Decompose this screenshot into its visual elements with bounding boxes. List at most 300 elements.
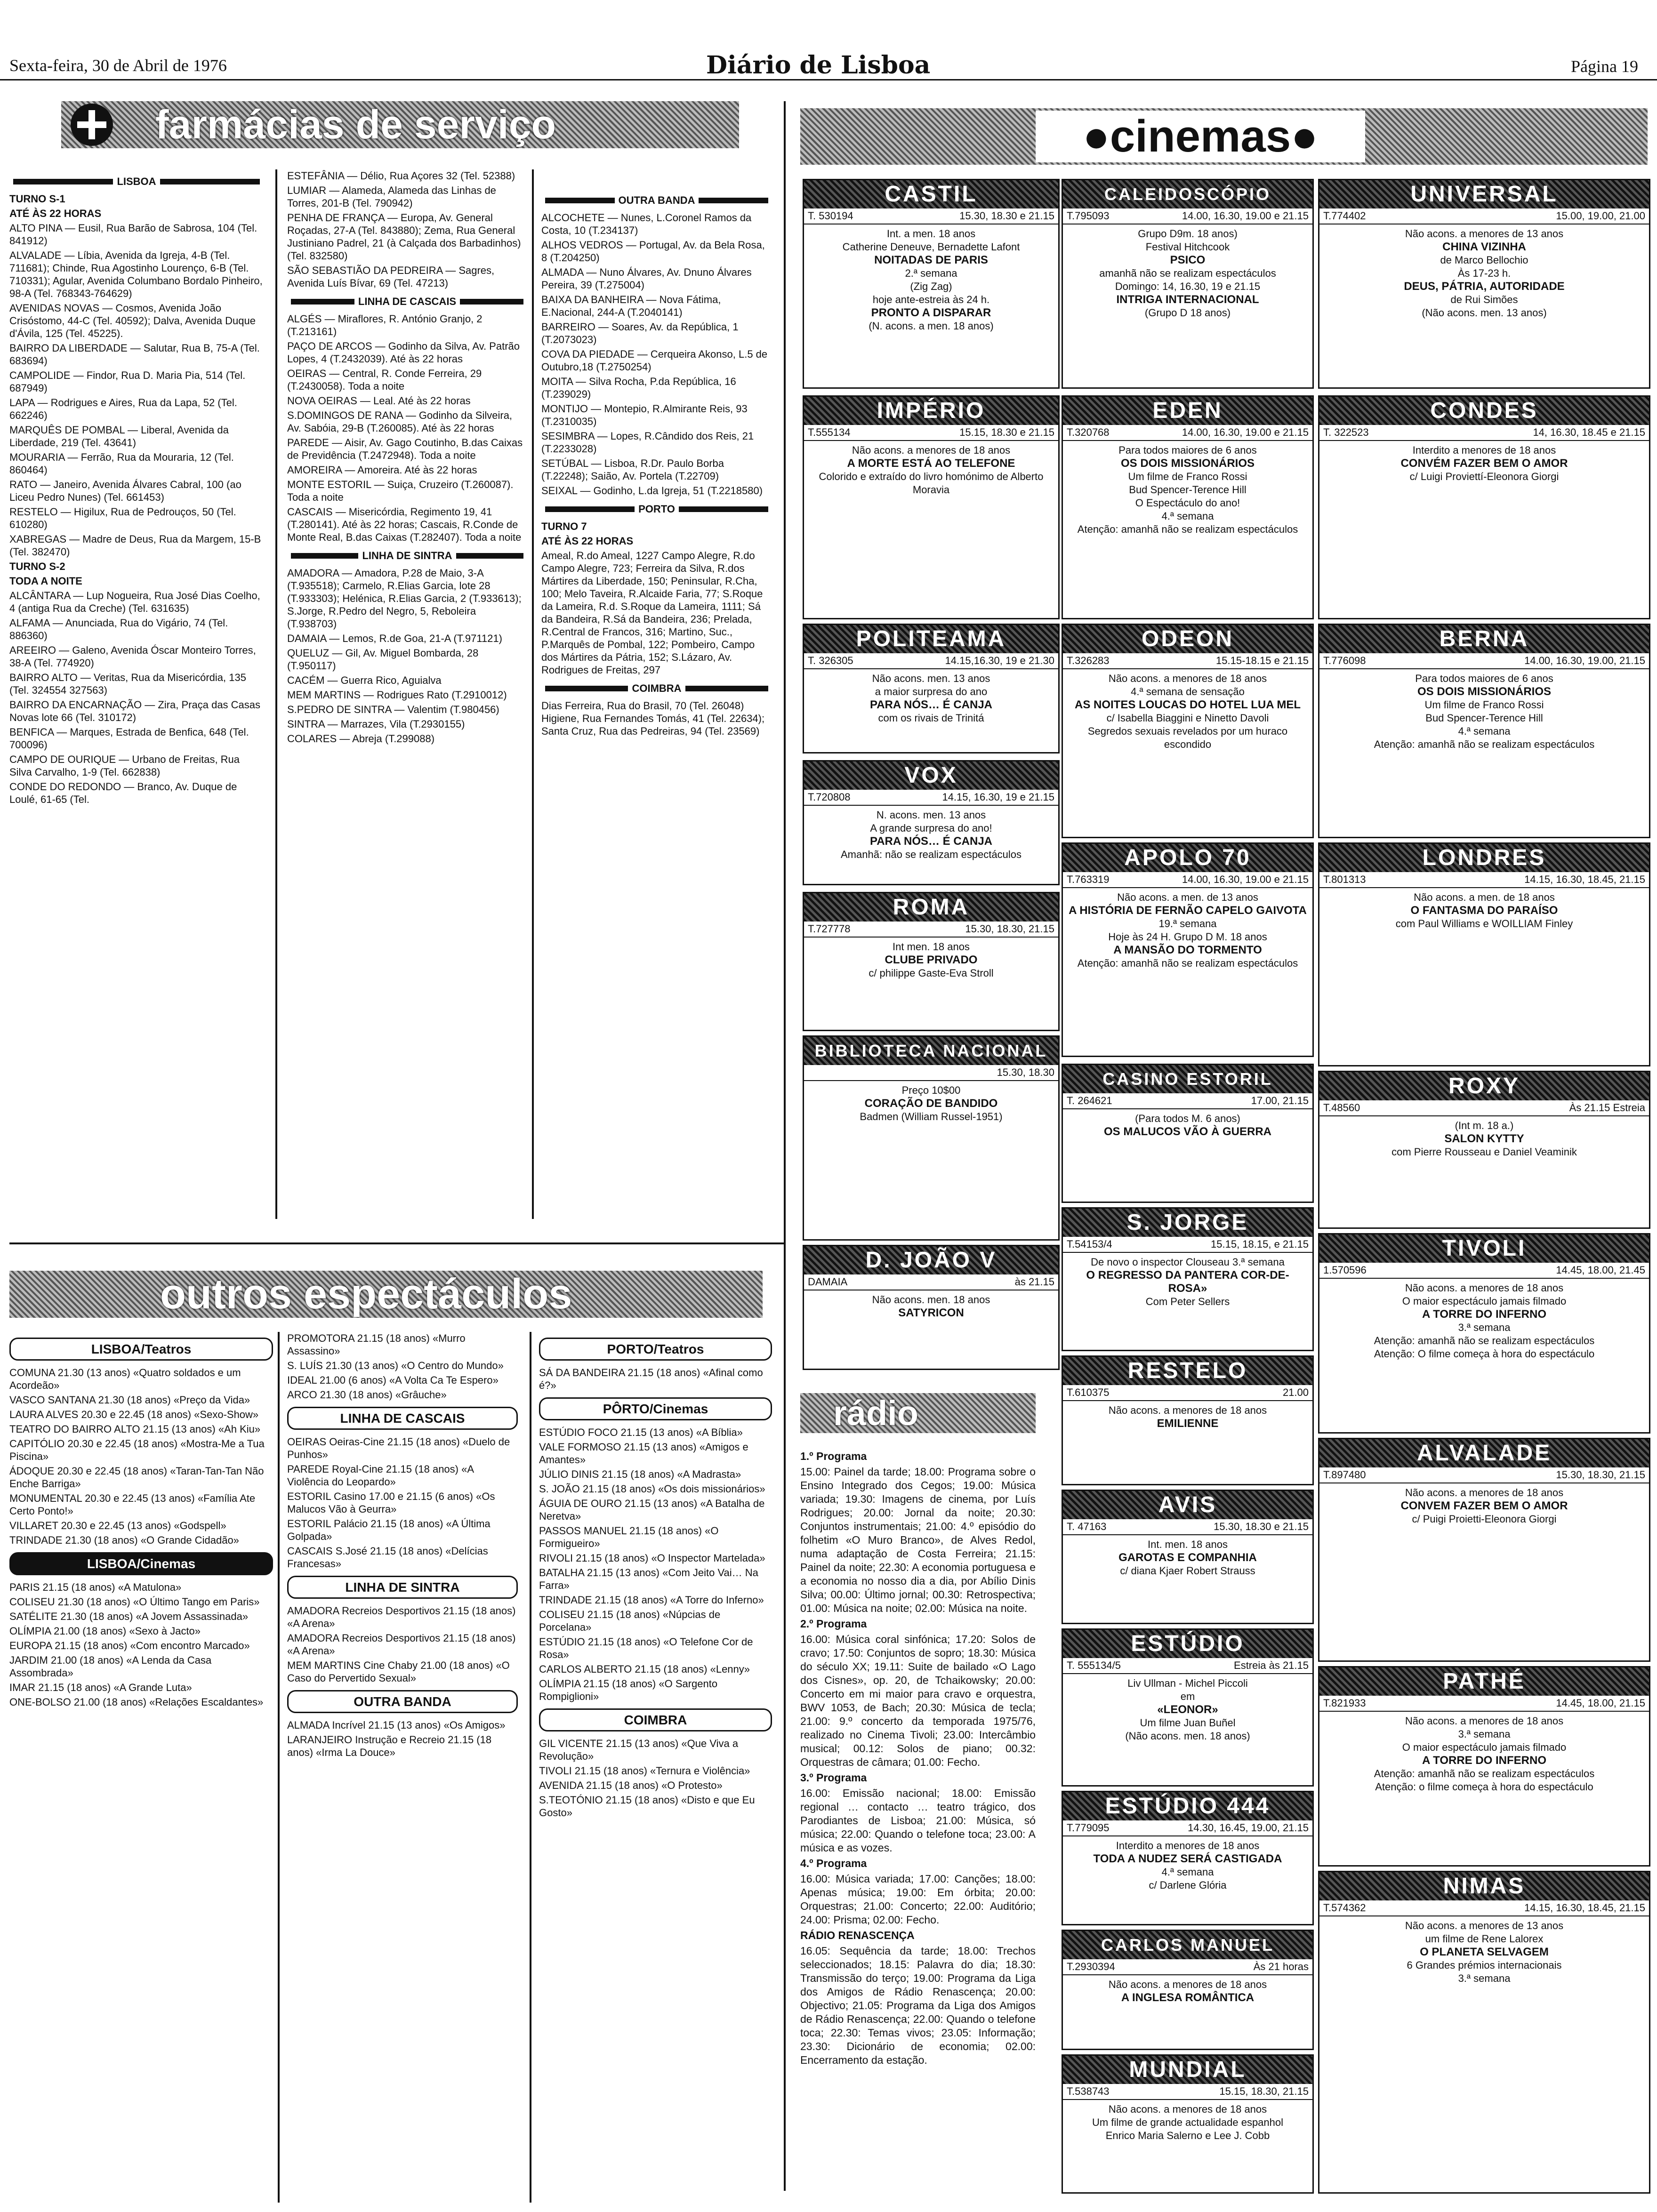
pharmacy-entry: BAIRRO DA ENCARNAÇÃO — Zira, Praça das Casas Novas lote 66 (Tel. 310172) — [9, 699, 261, 723]
pharmacy-entry: AMOREIRA — Amoreira. Até às 22 horas — [287, 464, 477, 476]
pharmacy-entry: MEM MARTINS — Rodrigues Rato (T.2910012) — [287, 689, 507, 701]
cinema-info-line — [1319, 653, 1649, 669]
film-title: GAROTAS E COMPANHIA — [1118, 1551, 1257, 1564]
pharmacy-entry: CACÉM — Guerra Rico, Aguialva — [287, 674, 442, 686]
film-title: A HISTÓRIA DE FERNÃO CAPELO GAIVOTA — [1069, 904, 1307, 917]
cinema-note: Atenção: o filme começa à hora do espectáculo — [1375, 1781, 1593, 1793]
cinema-program — [1063, 1109, 1312, 1141]
show-entry: ARCO 21.30 (18 anos) «Grâuche» — [287, 1389, 447, 1401]
cinema-showtimes: 14.45, 18.00, 21.15 — [1556, 1697, 1645, 1709]
cinema-name: ALVALADE — [1319, 1439, 1649, 1467]
show-entry: ESTÚDIO 21.15 (18 anos) «O Telefone Cor de Rosa» — [539, 1636, 753, 1660]
cinema-note: Catherine Deneuve, Bernadette Lafont — [842, 241, 1020, 253]
cinema-showtimes: 15.00, 19.00, 21.00 — [1556, 210, 1645, 222]
masthead-rule — [0, 79, 1657, 80]
pharmacy-entry: SÃO SEBASTIÃO DA PEDREIRA — Sagres, Avenida Luís Bívar, 69 (Tel. 47213) — [287, 264, 495, 289]
pharmacy-entry: AVENIDAS NOVAS — Cosmos, Avenida João Crisóstomo, 44-C (Tel. 40592); Dalva, Avenida Duque d'Ávila, 125 (Tel. 45225). — [9, 302, 256, 339]
cinema-info-line — [1319, 1900, 1649, 1916]
pharmacy-cross-icon — [71, 104, 113, 146]
cinema-phone: T.774402 — [1323, 210, 1366, 222]
pharmacy-entry: BAIXA DA BANHEIRA — Nova Fátima, E.Nacional, 244-A (T.2040141) — [541, 294, 721, 318]
show-entry: PAREDE Royal-Cine 21.15 (18 anos) «A Violência do Leopardo» — [287, 1463, 474, 1488]
cinema-program — [1319, 1483, 1649, 1529]
cinema-note: Não acons. a menores de 13 anos — [1405, 228, 1564, 240]
masthead — [0, 41, 1657, 84]
cinema-phone: T.320768 — [1067, 426, 1110, 438]
cinema-note: Interdito a menores de 18 anos — [1116, 1840, 1260, 1851]
pharmacy-entry: DAMAIA — Lemos, R.de Goa, 21-A (T.971121) — [287, 633, 502, 644]
cinema-note: de Rui Simões — [1450, 294, 1518, 305]
cinema-info-line — [804, 790, 1058, 806]
pharmacy-entry: SINTRA — Marrazes, Vila (T.2930155) — [287, 718, 465, 730]
cinema-program — [1319, 1712, 1649, 1796]
show-entry: IDEAL 21.00 (6 anos) «A Volta Ca Te Espero» — [287, 1374, 499, 1386]
show-entry: ESTORIL Palácio 21.15 (18 anos) «A Última Golpada» — [287, 1518, 491, 1542]
show-entry: VALE FORMOSO 21.15 (13 anos) «Amigos e Amantes» — [539, 1441, 748, 1466]
radio-title: rádio — [833, 1394, 918, 1433]
cinema-program — [1319, 669, 1649, 754]
cinema-note: N. acons. men. 13 anos — [876, 809, 986, 821]
pharmacy-section-header — [287, 549, 527, 562]
cinema-phone: DAMAIA — [808, 1276, 848, 1288]
cinema-note: O maior espectáculo jamais filmado — [1402, 1295, 1567, 1307]
cinemas-title-box — [1036, 111, 1365, 162]
cinema-phone: T.821933 — [1323, 1697, 1366, 1709]
cinema-listing — [1062, 842, 1314, 1057]
cinema-phone: T.574362 — [1323, 1902, 1366, 1914]
cinema-listing — [1318, 1071, 1650, 1229]
cinema-info-line — [1063, 872, 1312, 888]
film-title: PARA NÓS… É CANJA — [869, 835, 993, 848]
section-bar — [545, 198, 615, 203]
cinema-note: 6 Grandes prémios internacionais — [1407, 1959, 1562, 1971]
film-title: O FANTASMA DO PARAÍSO — [1410, 904, 1558, 917]
pharmacy-entry: MOURARIA — Ferrão, Rua da Mouraria, 12 (Tel. 860464) — [9, 451, 234, 476]
cinema-note: Badmen (William Russel-1951) — [860, 1111, 1003, 1122]
cinema-info-line — [804, 1065, 1058, 1081]
radio-program-text: 16.00: Música coral sinfónica; 17.20: Solos de cravo; 17.50: Conjuntos de sopro; 18.30: Música do século XX; 19.11: Suite de bailado «O Lago dos Cisnes», op. 20, de Tchaikowsky; 20.00: Concerto em mi maior para cravo e orquestra, BWV 1053, de Bach; 20.30: Música de tecla; 21.00: 9.º concerto da temporada 1975/76, realizado no Cinema Tivoli; 23.00: Intercâmbio musical; 00.12: Solos de piano; 00.32: Orquestras de câmara; 01.00: Fecho. — [800, 1633, 1036, 1768]
radio-program-heading: 1.º Programa — [800, 1450, 867, 1462]
pharmacy-entry: LUMIAR — Alameda, Alameda das Linhas de Torres, 201-B (Tel. 790942) — [287, 184, 496, 209]
film-title: OS MALUCOS VÃO À GUERRA — [1103, 1125, 1271, 1138]
pharmacy-entry: TURNO S-2 — [9, 561, 65, 572]
cinema-note: Interdito a menores de 18 anos — [1412, 444, 1556, 456]
pharmacy-entry: SETÚBAL — Lisboa, R.Dr. Paulo Borba (T.22248); Saião, Av. Portela (T.22709) — [541, 457, 724, 482]
section-bar — [685, 686, 768, 691]
cinema-program — [1063, 1836, 1312, 1895]
cinema-program — [1063, 1975, 1312, 2007]
section-bar — [456, 553, 523, 559]
pharmacy-entry: SESIMBRA — Lopes, R.Cândido dos Reis, 21 (T.2233028) — [541, 430, 754, 455]
show-entry: LARANJEIRO Instrução e Recreio 21.15 (18 anos) «Irma La Douce» — [287, 1734, 492, 1758]
cinema-showtimes: 21.00 — [1282, 1387, 1309, 1398]
show-entry: SÁ DA BANDEIRA 21.15 (18 anos) «Afinal como é?» — [539, 1367, 763, 1391]
cinema-note: Não acons. a menores de 13 anos — [1405, 1920, 1564, 1931]
cinema-info-line — [1063, 1093, 1312, 1109]
cinema-listing — [1062, 1355, 1314, 1485]
pharmacy-entry: OEIRAS — Central, R. Conde Ferreira, 29 (T.2430058). Toda a noite — [287, 368, 482, 392]
cinema-listing — [1318, 842, 1650, 1066]
pharmacy-entry: ALCOCHETE — Nunes, L.Coronel Ramos da Costa, 10 (T.234137) — [541, 212, 752, 236]
film-title: AS NOITES LOUCAS DO HOTEL LUA MEL — [1074, 698, 1301, 711]
show-entry: VASCO SANTANA 21.30 (18 anos) «Preço da Vida» — [9, 1394, 250, 1406]
pharmacy-entry: PENHA DE FRANÇA — Europa, Av. General Roçadas, 27-A (Tel. 843880); Zema, Rua General Justiniano Padrel, 21 (à Calçada dos Barbadinhos) (Tel. 832580) — [287, 212, 521, 262]
cinema-info-line — [804, 208, 1058, 224]
show-entry: ESTÚDIO FOCO 21.15 (13 anos) «A Bíblia» — [539, 1427, 743, 1438]
cinema-listing — [1062, 1207, 1314, 1351]
cinema-note: Enrico Maria Salerno e Lee J. Cobb — [1105, 2130, 1270, 2141]
cinema-phone: T.897480 — [1323, 1469, 1366, 1481]
section-label: LINHA DE CASCAIS — [358, 296, 457, 307]
cinema-phone: T.48560 — [1323, 1102, 1360, 1114]
cinema-note: Não acons. men. 18 anos — [872, 1294, 990, 1306]
pharmacy-entry: NOVA OEIRAS — Leal. Até às 22 horas — [287, 395, 471, 407]
pharmacy-entry: XABREGAS — Madre de Deus, Rua da Margem, 15-B (Tel. 382470) — [9, 533, 261, 558]
show-entry: CAPITÓLIO 20.30 e 22.45 (18 anos) «Mostra-Me a Tua Piscina» — [9, 1438, 265, 1462]
show-entry: TRINDADE 21.30 (18 anos) «O Grande Cidadão» — [9, 1534, 239, 1546]
cinema-listing — [1062, 179, 1314, 389]
cinema-info-line — [804, 1274, 1058, 1290]
show-entry: TEATRO DO BAIRRO ALTO 21.15 (13 anos) «Ah Kiu» — [9, 1423, 261, 1435]
cinema-note: (Para todos M. 6 anos) — [1135, 1113, 1240, 1124]
show-entry: TIVOLI 21.15 (18 anos) «Ternura e Violência» — [539, 1765, 750, 1777]
section-rule — [9, 1242, 784, 1244]
show-section-header: LISBOA/Cinemas — [9, 1552, 273, 1575]
pharmacy-entry: ALGÉS — Miraflores, R. António Granjo, 2 (T.213161) — [287, 313, 483, 337]
cinema-showtimes: 15.30, 18.30 e 21.15 — [1214, 1521, 1309, 1532]
cinema-note: Atenção: O filme começa à hora do espectáculo — [1374, 1348, 1595, 1360]
cinema-note: Atenção: amanhã não se realizam espectáculos — [1374, 1768, 1595, 1779]
show-section-header: LINHA DE CASCAIS — [287, 1407, 518, 1430]
radio-program-text: 16.00: Música variada; 17.00: Canções; 18.00: Apenas música; 19.00: Em órbita; 20.00: Orquestras; 21.00: Concerto; 22.00: Auditório; 24.00: Prisma; 02.00: Fecho. — [800, 1873, 1036, 1926]
pharmacy-entry: S.PEDRO DE SINTRA — Valentim (T.980456) — [287, 704, 499, 715]
pharmacy-entry: COVA DA PIEDADE — Cerqueira Akonso, L.5 de Outubro,18 (T.2750254) — [541, 348, 768, 373]
cinema-note: um filme de Rene Lalorex — [1425, 1933, 1544, 1945]
cinema-name: TIVOLI — [1319, 1234, 1649, 1263]
cinema-program — [1063, 224, 1312, 322]
section-label: PORTO — [638, 503, 675, 515]
pharmacy-entry: TODA A NOITE — [9, 575, 82, 587]
cinema-note: 3.ª semana — [1458, 1322, 1511, 1333]
cinema-program — [1063, 2100, 1312, 2145]
cinema-phone: T. 555134/5 — [1067, 1659, 1121, 1671]
cinema-note: (N. acons. a men. 18 anos) — [869, 320, 994, 332]
show-section-header: COIMBRA — [539, 1708, 772, 1731]
pharmacy-entry: ATÉ ÀS 22 HORAS — [541, 535, 634, 547]
cinema-showtimes: Às 21 horas — [1253, 1961, 1309, 1972]
cinema-note: Não acons. a men. de 13 anos — [1117, 891, 1258, 903]
pharmacy-entry: BAIRRO DA LIBERDADE — Salutar, Rua B, 75-A (Tel. 683694) — [9, 342, 260, 367]
show-section-header: OUTRA BANDA — [287, 1690, 518, 1713]
column-rule — [530, 1332, 531, 2203]
radio-program-text: 16.05: Sequência da tarde; 18.00: Trechos seleccionados; 18.15: Palavra do dia; 18.30: Transmissão do terço; 19.00: Programa da Liga dos Amigos de Rádio Renascença; 20.00: Objectivo; 21.05: Programa da Liga dos Amigos de Rádio Renascença; 22.00: Quando o telefone toca; 22.30: Temas vivos; 23.05: Informação; 23.30: Dicionário de economia; 02.00: Encerramento da estação. — [800, 1945, 1036, 2066]
cinema-program — [1319, 1916, 1649, 1988]
section-bar — [679, 506, 768, 512]
show-entry: PROMOTORA 21.15 (18 anos) «Murro Assassino» — [287, 1332, 466, 1357]
pharmacies-title: farmácias de serviço — [155, 102, 556, 147]
show-entry: ONE-BOLSO 21.00 (18 anos) «Relações Escaldantes» — [9, 1696, 264, 1708]
cinema-note: em — [1180, 1691, 1195, 1702]
cinema-note: 3.ª semana — [1458, 1728, 1511, 1740]
shows-column-1 — [9, 1332, 273, 1710]
section-bar — [291, 553, 358, 559]
pharmacy-entry: ESTEFÂNIA — Délio, Rua Açores 32 (Tel. 52388) — [287, 170, 515, 182]
cinema-note: Não acons. a menores de 18 anos — [1108, 2103, 1267, 2115]
section-bar — [291, 299, 354, 305]
cinema-name: ROXY — [1319, 1072, 1649, 1100]
film-title: CONVÉM FAZER BEM O AMOR — [1400, 457, 1568, 470]
cinema-listing — [803, 395, 1060, 619]
pharmacy-entry: MOITA — Silva Rocha, P.da República, 16 (T.239029) — [541, 376, 736, 400]
cinema-note: Bud Spencer-Terence Hill — [1425, 712, 1543, 724]
issue-date: Sexta-feira, 30 de Abril de 1976 — [9, 56, 227, 75]
radio-banner — [800, 1393, 1036, 1433]
show-entry: COLISEU 21.15 (18 anos) «Núpcias de Porcelana» — [539, 1609, 721, 1633]
film-title: A TORRE DO INFERNO — [1422, 1754, 1546, 1767]
cinema-note: com Paul Williams e WOILLIAM Finley — [1395, 918, 1573, 930]
cinema-note: Para todos maiores de 6 anos — [1118, 444, 1257, 456]
cinema-note: de Marco Bellochio — [1440, 254, 1528, 266]
cinema-info-line — [1319, 425, 1649, 441]
cinema-showtimes: 14.15, 16.30, 19 e 21.15 — [942, 791, 1054, 803]
cinema-info-line — [1319, 872, 1649, 888]
cinema-name: EDEN — [1063, 397, 1312, 425]
cinema-note: (Não acons. men. 13 anos) — [1422, 307, 1547, 319]
show-entry: ÁGUIA DE OURO 21.15 (13 anos) «A Batalha de Neretva» — [539, 1498, 765, 1522]
pharmacy-entry: MONTIJO — Montepio, R.Almirante Reis, 93 (T.2310035) — [541, 403, 748, 427]
cinema-showtimes: 14.15, 16.30, 18.45, 21.15 — [1524, 874, 1645, 885]
cinema-note: a maior surpresa do ano — [875, 686, 988, 697]
cinema-note: Um filme de Franco Rossi — [1128, 471, 1247, 482]
cinema-program — [804, 806, 1058, 864]
cinema-phone: T. 530194 — [808, 210, 853, 222]
shows-banner — [9, 1271, 763, 1318]
pharmacy-entry: ALHOS VEDROS — Portugal, Av. da Bela Rosa, 8 (T.204250) — [541, 239, 765, 264]
pharmacy-entry: PAÇO DE ARCOS — Godinho da Silva, Av. Patrão Lopes, 4 (T.2432039). Até às 22 horas — [287, 340, 520, 365]
cinema-name: BIBLIOTECA NACIONAL — [804, 1037, 1058, 1065]
cinema-note: Int. men. 18 anos — [1148, 1539, 1228, 1550]
column-rule — [532, 169, 534, 1219]
cinema-note: Int. a men. 18 anos — [886, 228, 976, 240]
pharmacy-entry: AREEIRO — Galeno, Avenida Óscar Monteiro Torres, 38-A (Tel. 774920) — [9, 644, 256, 669]
section-label: LISBOA — [117, 176, 156, 187]
cinema-phone: T.727778 — [808, 923, 851, 935]
shows-title: outros espectáculos — [160, 1271, 572, 1318]
cinema-note: Para todos maiores de 6 anos — [1415, 673, 1553, 684]
film-title: A INGLESA ROMÂNTICA — [1121, 1991, 1255, 2004]
show-entry: OEIRAS Oeiras-Cine 21.15 (18 anos) «Duelo de Punhos» — [287, 1436, 510, 1460]
cinema-showtimes: 14.00, 16.30, 19.00 e 21.15 — [1182, 210, 1309, 222]
pharmacy-entry: ALVALADE — Líbia, Avenida da Igreja, 4-B (Tel. 711681); Chinde, Rua Agostinho Lourenço, 6-B (Tel. 710331); Agular, Avenida Columbano Bordalo Pinheiro, 98-A (Tel. 768343-764629) — [9, 249, 263, 299]
film-title: NOITADAS DE PARIS — [874, 254, 988, 266]
section-bar — [699, 198, 768, 203]
cinema-phone: T. 264621 — [1067, 1095, 1112, 1106]
cinema-phone: T.326283 — [1067, 655, 1110, 666]
cinema-phone: T. 326305 — [808, 655, 853, 666]
pharmacy-entry: ATÉ ÀS 22 HORAS — [9, 208, 102, 219]
cinema-name: NIMAS — [1319, 1872, 1649, 1900]
film-title: PARA NÓS… É CANJA — [869, 698, 993, 711]
cinema-showtimes: 14.00, 16.30, 19.00, 21.15 — [1524, 655, 1645, 666]
cinema-showtimes: 14.15, 16.30, 18.45, 21.15 — [1524, 1902, 1645, 1914]
cinema-info-line — [1063, 208, 1312, 224]
cinema-name: IMPÉRIO — [804, 397, 1058, 425]
show-entry: S. JOÃO 21.15 (18 anos) «Os dois missionários» — [539, 1483, 765, 1495]
show-entry: CARLOS ALBERTO 21.15 (18 anos) «Lenny» — [539, 1663, 750, 1675]
cinema-program — [1063, 888, 1312, 973]
pharmacy-entry: COLARES — Abreja (T.299088) — [287, 733, 435, 745]
cinema-showtimes: às 21.15 — [1014, 1276, 1054, 1288]
cinema-note: O maior espectáculo jamais filmado — [1402, 1741, 1567, 1753]
show-entry: PASSOS MANUEL 21.15 (18 anos) «O Formigueiro» — [539, 1525, 719, 1549]
cinema-phone: T.763319 — [1067, 874, 1110, 885]
cinema-name: D. JOÃO V — [804, 1246, 1058, 1274]
film-title: A TORRE DO INFERNO — [1422, 1308, 1546, 1321]
cinema-name: PATHÉ — [1319, 1667, 1649, 1696]
cinema-note: com os rivais de Trinitá — [878, 712, 984, 724]
shows-column-3 — [539, 1332, 772, 1821]
pharmacy-entry: Ameal, R.do Ameal, 1227 Campo Alegre, R.do Campo Alegre, 723; Ferreira da Silva, R.dos Mártires da Liberdade, 150; Peninsular, R.Cha, 100; Melo Taveira, R.Alcaide Faria, 77; S.Roque da Lameira, R.d. S.Roque da Lameira, 1111; Sá da Bandeira, R.Sá da Bandeira, 236; Prelada, R.Central de Francos, 316; Martino, Suc., P.Marquês de Pombal, 122; Pombeiro, Campo dos Mártires da Pátria, 152; S.Lázaro, Av. Rodrigues de Freitas, 297 — [541, 550, 763, 676]
cinema-showtimes: 14.00, 16.30, 19.00 e 21.15 — [1182, 426, 1309, 438]
cinema-info-line — [804, 922, 1058, 938]
cinema-note: Grupo D9m. 18 anos) — [1138, 228, 1238, 240]
cinema-info-line — [1063, 425, 1312, 441]
cinema-info-line — [804, 425, 1058, 441]
cinema-note: Amanhã: não se realizam espectáculos — [841, 849, 1022, 860]
pharmacy-entry: ALTO PINA — Eusil, Rua Barão de Sabrosa, 104 (Tel. 841912) — [9, 222, 257, 247]
cinema-showtimes: 15.30, 18.30 e 21.15 — [959, 210, 1054, 222]
pharmacy-entry: CASCAIS — Misericórdia, Regimento 19, 41 (T.280141). Até às 22 horas; Cascais, R.Conde de Monte Real, B.das Caixas (T.282407). Toda a noite — [287, 506, 522, 543]
pharmacy-entry: Dias Ferreira, Rua do Brasil, 70 (Tel. 26048) Higiene, Rua Fernandes Tomás, 41 (Tel. 22634); Santa Cruz, Rua das Pedreiras, 94 (Tel. 23569) — [541, 700, 765, 737]
cinema-name: AVIS — [1063, 1491, 1312, 1519]
cinema-note: 4.ª semana de sensação — [1131, 686, 1245, 697]
pharmacies-banner — [61, 101, 739, 148]
pharmacy-entry: RESTELO — Higilux, Rua de Pedrouços, 50 (Tel. 610280) — [9, 506, 236, 530]
show-entry: RIVOLI 21.15 (18 anos) «O Inspector Martelada» — [539, 1552, 765, 1564]
pharmacies-column-1 — [9, 169, 264, 808]
cinema-listing — [1318, 1666, 1650, 1867]
show-entry: MONUMENTAL 20.30 e 22.45 (13 anos) «Família Ate Certo Ponto!» — [9, 1492, 256, 1517]
cinema-phone: T.555134 — [808, 426, 851, 438]
cinema-showtimes: Às 21.15 Estreia — [1569, 1102, 1645, 1114]
section-bar — [545, 686, 628, 691]
show-entry: IMAR 21.15 (18 anos) «A Grande Luta» — [9, 1682, 192, 1693]
film-title: CLUBE PRIVADO — [885, 954, 978, 966]
cinema-listing — [803, 1035, 1060, 1241]
show-section-header: LISBOA/Teatros — [9, 1338, 273, 1361]
film-title: O PLANETA SELVAGEM — [1420, 1946, 1549, 1958]
cinema-name: CASTIL — [804, 180, 1058, 208]
cinema-showtimes: 14, 16.30, 18.45 e 21.15 — [1533, 426, 1645, 438]
cinema-note: Um filme Juan Buñel — [1140, 1717, 1236, 1729]
section-label: OUTRA BANDA — [618, 194, 695, 206]
pharmacy-entry: QUELUZ — Gil, Av. Miguel Bombarda, 28 (T.950117) — [287, 647, 479, 672]
cinema-info-line — [1063, 1658, 1312, 1674]
film-title: INTRIGA INTERNACIONAL — [1116, 293, 1259, 306]
pharmacy-section-header — [541, 503, 772, 515]
cinema-program — [1319, 1116, 1649, 1162]
cinema-listing — [803, 624, 1060, 753]
film-title: «LEONOR» — [1157, 1703, 1218, 1716]
cinema-bullet-icon: ● — [1291, 111, 1319, 161]
cinema-note: Um filme de grande actualidade espanhol — [1092, 2116, 1284, 2128]
show-entry: MEM MARTINS Cine Chaby 21.00 (18 anos) «O Caso do Pervertido Sexual» — [287, 1659, 510, 1684]
cinema-note: 2.ª semana — [905, 267, 957, 279]
cinema-listing — [1318, 1233, 1650, 1434]
cinema-phone: T. 47163 — [1067, 1521, 1107, 1532]
cinema-name: ESTÚDIO — [1063, 1630, 1312, 1658]
cinema-phone: T.2930394 — [1067, 1961, 1115, 1972]
cinema-showtimes: 14.15,16.30, 19 e 21.30 — [945, 655, 1054, 666]
cinema-note: Colorido e extraído do livro homónimo de Alberto Moravia — [819, 471, 1044, 496]
show-entry: EUROPA 21.15 (18 anos) «Com encontro Marcado» — [9, 1640, 250, 1651]
cinema-bullet-icon: ● — [1082, 111, 1110, 161]
cinema-showtimes: 14.45, 18.00, 21.45 — [1556, 1264, 1645, 1276]
show-entry: VILLARET 20.30 e 22.45 (13 anos) «Godspell» — [9, 1520, 226, 1531]
cinema-note: com Pierre Rousseau e Daniel Veaminik — [1392, 1146, 1577, 1158]
cinema-program — [1063, 1535, 1312, 1580]
cinema-program — [804, 1290, 1058, 1322]
film-title: OS DOIS MISSIONÁRIOS — [1417, 685, 1552, 698]
film-title: DEUS, PÁTRIA, AUTORIDADE — [1404, 280, 1565, 293]
pharmacy-section-header — [9, 175, 264, 188]
cinema-note: c/ diana Kjaer Robert Strauss — [1120, 1565, 1255, 1577]
cinema-name: LONDRES — [1319, 844, 1649, 872]
cinema-name: S. JORGE — [1063, 1209, 1312, 1237]
cinema-note: c/ philippe Gaste-Eva Stroll — [869, 967, 994, 979]
show-entry: COMUNA 21.30 (13 anos) «Quatro soldados e um Acordeão» — [9, 1367, 241, 1391]
cinema-listing — [1318, 1438, 1650, 1662]
show-entry: AMADORA Recreios Desportivos 21.15 (18 anos) «A Arena» — [287, 1605, 516, 1629]
column-rule — [278, 1332, 280, 2203]
show-entry: AVENIDA 21.15 (18 anos) «O Protesto» — [539, 1779, 723, 1791]
film-title: O REGRESSO DA PANTERA COR-DE-ROSA» — [1086, 1269, 1289, 1295]
cinema-note: Hoje às 24 H. Grupo D M. 18 anos — [1108, 931, 1267, 943]
pharmacy-entry: CAMPOLIDE — Findor, Rua D. Maria Pia, 514 (Tel. 687949) — [9, 369, 246, 394]
cinema-phone: T.54153/4 — [1067, 1238, 1112, 1250]
radio-program-heading: RÁDIO RENASCENÇA — [800, 1929, 915, 1941]
cinema-note: Não acons. a menores de 18 anos — [1405, 1487, 1564, 1499]
show-entry: ÁDOQUE 20.30 e 22.45 (18 anos) «Taran-Tan-Tan Não Enche Barriga» — [9, 1465, 264, 1490]
cinema-note: 4.ª semana — [1458, 725, 1511, 737]
cinema-phone: T.538743 — [1067, 2085, 1110, 2097]
cinema-program — [1063, 441, 1312, 539]
film-title: PSICO — [1170, 254, 1206, 266]
cinema-name: UNIVERSAL — [1319, 180, 1649, 208]
pharmacy-entry: ALMADA — Nuno Álvares, Av. Dnuno Álvares Pereira, 39 (T.275004) — [541, 266, 752, 291]
cinema-listing — [1062, 1930, 1314, 2050]
show-entry: OLÍMPIA 21.00 (18 anos) «Sexo à Jacto» — [9, 1625, 201, 1637]
show-entry: S.TEOTÓNIO 21.15 (18 anos) «Disto e que Eu Gosto» — [539, 1794, 755, 1819]
cinema-phone: T.776098 — [1323, 655, 1366, 666]
pharmacy-entry: PAREDE — Aisir, Av. Gago Coutinho, B.das Caixas de Previdência (T.2472948). Toda a noite — [287, 437, 523, 461]
column-rule — [275, 169, 277, 1219]
cinema-note: Domingo: 14, 16.30, 19 e 21.15 — [1115, 281, 1261, 292]
cinema-program — [1063, 1401, 1312, 1433]
cinema-note: 4.ª semana — [1161, 510, 1214, 522]
cinema-phone: T.720808 — [808, 791, 851, 803]
pharmacy-entry: MARQUÊS DE POMBAL — Liberal, Avenida da Liberdade, 219 (Tel. 43641) — [9, 424, 229, 449]
cinema-info-line — [1063, 1385, 1312, 1401]
cinema-program — [1063, 1674, 1312, 1746]
cinema-note: (Int m. 18 a.) — [1455, 1120, 1514, 1131]
show-section-header: LINHA DE SINTRA — [287, 1576, 518, 1599]
cinema-name: CASINO ESTORIL — [1063, 1065, 1312, 1093]
cinema-phone: T.795093 — [1067, 210, 1110, 222]
cinema-name: BERNA — [1319, 625, 1649, 653]
cinema-note: c/ Isabella Biaggini e Ninetto Davoli — [1106, 712, 1269, 724]
cinema-showtimes: 15.15, 18.30 e 21.15 — [959, 426, 1054, 438]
